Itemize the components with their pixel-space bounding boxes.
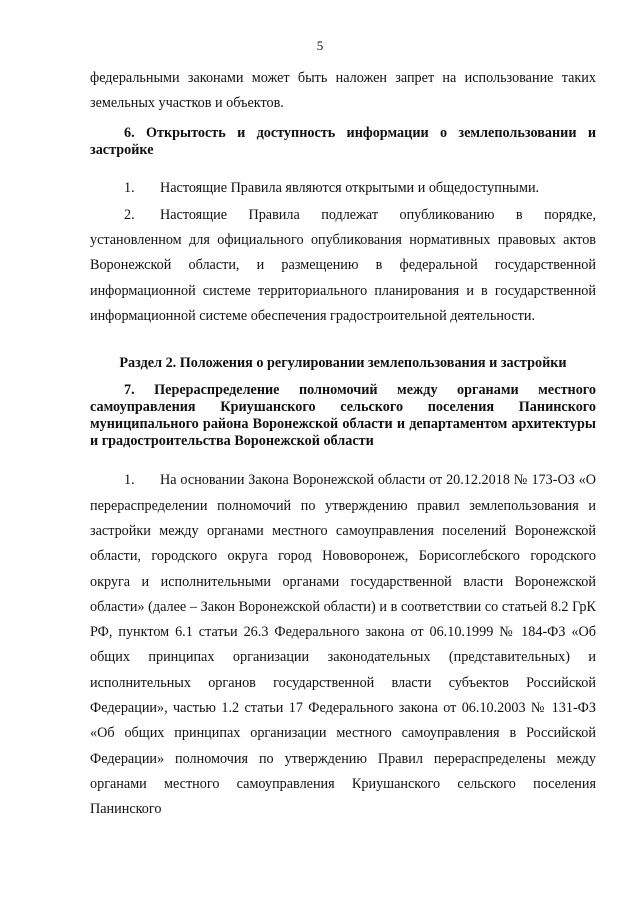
part-2-heading: Раздел 2. Положения о регулировании землепользования и застройки: [119, 355, 567, 372]
section-7-item-1: [90, 468, 596, 822]
paragraph-continuation: федеральными законами может быть наложен запрет на использование таких земельных участков и объектов.: [90, 70, 596, 112]
item-text: На основании Закона Воронежской области от 20.12.2018 № 173-ОЗ «О перераспределении полномочий по утверждению правил землепользования и застройки между органами местного самоуправления поселений Воронежской области, городского округа город Нововоронеж, Борисоглебского городского округа и исполнительными органами государственной власти Воронежской области» (далее – Закон Воронежской области) и в соответствии со статьей 8.2 ГрК РФ, пунктом 6.1 статьи 26.3 Федерального закона от 06.10.1999 № 184-ФЗ «Об общих принципах организации законодательных (представительных) и исполнительных органов государственной власти субъектов Российской Федерации», частью 1.2 статьи 17 Федерального закона от 06.10.2003 № 131-ФЗ «Об общих принципах организации местного самоуправления в Российской Федерации» полномочия по утверждению Правил перераспределены между органами местного самоуправления Криушанского сельского поселения Панинского: [90, 472, 596, 818]
section-6-heading: 6. Открытость и доступность информации о землепользовании и застройке: [90, 124, 596, 158]
section-6-item-1: [90, 176, 596, 201]
section-6-item-2: [90, 203, 596, 329]
item-text: Настоящие Правила являются открытыми и общедоступными.: [160, 179, 540, 196]
page-number: 5: [316, 38, 324, 53]
item-number: 1.: [124, 472, 135, 489]
item-number: 2.: [124, 206, 135, 223]
section-7-heading: 7. Перераспределение полномочий между органами местного самоуправления Криушанского сельского поселения Панинского муниципального района Воронежской области и департаментом архитектуры и градостроительства Воронежской области: [90, 382, 596, 450]
item-text: Настоящие Правила подлежат опубликованию в порядке, установленном для официального опубликования нормативных правовых актов Воронежской области, и размещению в федеральной государственной информационной системе территориального планирования и в государственной информационной системе обеспечения градостроительной деятельности.: [90, 206, 596, 325]
document-body: [90, 66, 596, 823]
item-number: 1.: [124, 179, 135, 196]
